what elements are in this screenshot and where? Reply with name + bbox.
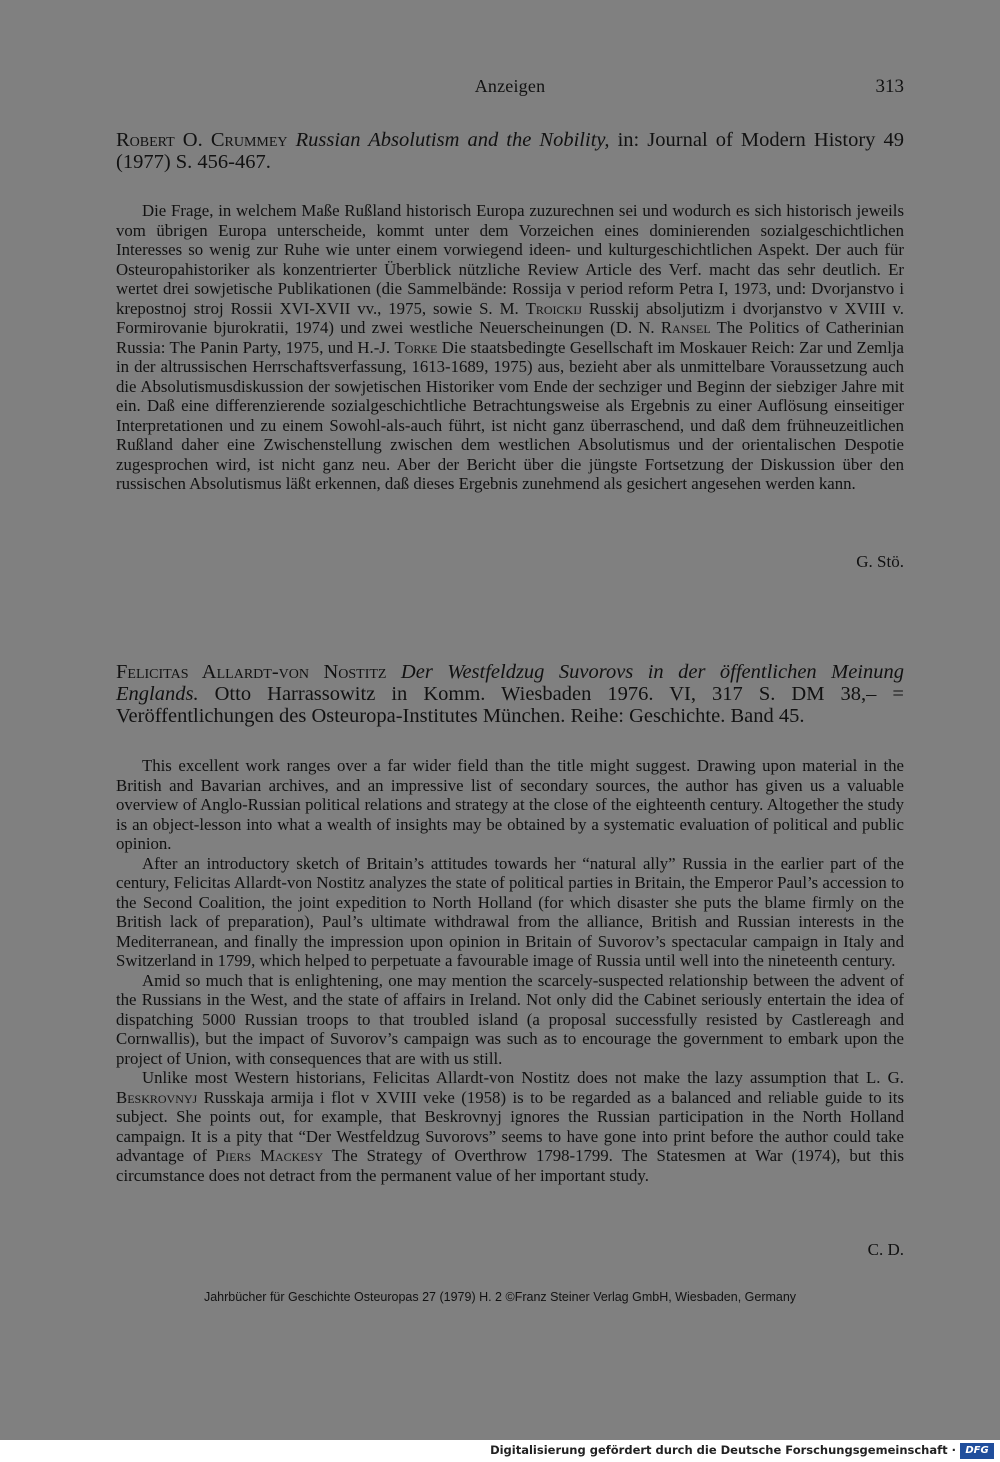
review2-paragraph-3: Amid so much that is enlightening, one may mention the scarcely-suspected relationship between the advent of the Russians in the West, and the state of affairs in Ireland. Not only did the Cabinet seriously entertain the idea of dispatching 5000 Russian troops to that troubled island (a proposal successfully resisted by Castlereagh and Cornwallis), but the impact of Suvorov’s campaign was such as to encourage the government to embark upon the project of Union, with consequences that are with us still. bbox=[116, 970, 904, 1068]
review2-name-beskrovnyj: Beskrovnyj bbox=[116, 1087, 198, 1107]
journal-footer: Jahrbücher für Geschichte Osteuropas 27 (1979) H. 2 ©Franz Steiner Verlag GmbH, Wiesbaden, Germany bbox=[203, 1290, 797, 1304]
dfg-logo: DFG bbox=[960, 1443, 994, 1459]
review2-paragraph-1: This excellent work ranges over a far wider field than the title might suggest. Drawing upon material in the British and Bavarian archives, and an impressive list of secondary sources, the author has given us a valuable overview of Anglo-Russian political relations and strategy at the close of the eighteenth century. Altogether the study is an object-lesson into what a wealth of insights may be obtained by a systematic evaluation of political and public opinion. bbox=[116, 756, 904, 853]
review1-name-torke: Torke bbox=[394, 337, 438, 357]
review1-text-c: The Politics of Catherinian Russia: The Panin Party, 1975, und H.-J. bbox=[116, 318, 904, 357]
review2-paragraph-2: After an introductory sketch of Britain’s attitudes towards her “natural ally” Russia in the earlier part of the century, Felicitas Allardt-von Nostitz analyzes the state of political parties in Britain, the Emperor Paul’s accession to the Second Coalition, the joint expedition to North Holland (for which disaster she puts the blame firmly on the British lack of preparation), Paul’s ultimate withdrawal from the alliance, British and Russian interests in the Mediterranean, and finally the impression upon opinion in Britain of Suvorov’s spectacular campaign in Italy and Switzerland in 1799, which helped to perpetuate a favourable image of Russia until well into the nineteenth century. bbox=[116, 853, 904, 970]
review2-paragraph-4 bbox=[116, 1068, 904, 1185]
review1-paragraph bbox=[116, 201, 904, 494]
review1-text-d: Die staatsbedingte Gesellschaft im Moskauer Reich: Zar und Zemlja in der altrussischen Herrschaftsverfassung, 1613-1689, 1975) aus, bezieht aber als unmittelbare Voraussetzung auch die Absolutismusdiskussion der sowjetischen Historiker vom Ende der sechziger und Beginn der siebziger Jahre mit ein. Daß eine differenzierende sozialgeschichtliche Betrachtungsweise als Ergebnis zu einer Auflösung einseitiger Interpretationen und zu einem Sowohl-als-auch führt, ist nicht ganz überraschend, und daß dem frühneuzeitlichen Rußland daher eine Zwischenstellung zwischen dem westlichen Absolutismus und der orientalischen Despotie zugesprochen wird, ist nicht ganz neu. Aber der Bericht über die jüngste Fortsetzung der Diskussion über den russischen Absolutismus läßt erkennen, daß dieses Ergebnis zunehmend als gesichert angesehen werden kann. bbox=[116, 337, 904, 493]
review1-author: Robert O. Crummey bbox=[116, 129, 288, 151]
review2-reference bbox=[116, 661, 904, 727]
digitization-credit-bar bbox=[0, 1440, 1000, 1462]
review1-name-ransel: Ransel bbox=[660, 318, 711, 337]
review1-title: Russian Absolutism and the Nobility, bbox=[295, 129, 610, 151]
review2-author: Felicitas Allardt-von Nostitz bbox=[116, 661, 387, 683]
running-head: Anzeigen bbox=[474, 76, 546, 96]
review2-text-b: Russkaja armija i flot v XVIII veke (1958) is to be regarded as a balanced and reliable guide to its subject. She points out, for example, that Beskrovnyj ignores the Russian participation in the North Holland campaign. It is a pity that “Der Westfeldzug Suvorovs” seems to have gone into print before the author could take advantage of bbox=[116, 1087, 904, 1165]
review2-body bbox=[116, 756, 904, 1185]
review1-body bbox=[116, 201, 904, 494]
page-header bbox=[116, 76, 904, 100]
review1-source: in: Journal of Modern History 49 (1977) S. 456-467. bbox=[116, 129, 904, 173]
review1-signature: G. Stö. bbox=[856, 552, 904, 571]
credit-text: Digitalisierung gefördert durch die Deutsche Forschungsgemeinschaft · bbox=[490, 1443, 956, 1457]
review2-name-mackesy: Piers Mackesy bbox=[215, 1146, 324, 1165]
page-number: 313 bbox=[875, 76, 904, 97]
review1-text-b: Russkij absoljutizm i dvorjanstvo v XVIII v. Formirovanie bjurokratii, 1974) und zwei westliche Neuerscheinungen (D. N. bbox=[116, 298, 904, 337]
review1-reference bbox=[116, 129, 904, 173]
review2-text-a: Unlike most Western historians, Felicitas Allardt-von Nostitz does not make the lazy assumption that L. G. bbox=[142, 1068, 904, 1087]
review1-text-a: Die Frage, in welchem Maße Rußland historisch Europa zuzurechnen sei und wodurch es sich historisch jeweils vom übrigen Europa unterscheide, kommt unter dem Vorzeichen eines dominierenden sozialgeschichtlichen Interesses so wenig zur Ruhe wie unter einem vorwiegend ideen- und kulturgeschichtlichen Aspekt. Der auch für Osteuropahistoriker als konzentrierter Überblick nützliche Review Article des Verf. macht das sehr deutlich. Er wertet drei sowjetische Publikationen (die Sammelbände: Rossija v period reform Petra I, 1973, und: Dvorjanstvo i krepostnoj stroj Rossii XVI-XVII vv., 1975, sowie S. M. bbox=[116, 201, 904, 318]
review2-title: Der Westfeldzug Suvorovs in der öffentlichen Meinung Englands. bbox=[116, 661, 904, 705]
review1-name-troickij: Troickij bbox=[525, 298, 582, 318]
review2-text-c: The Strategy of Overthrow 1798-1799. The Statesmen at War (1974), but this circumstance does not detract from the permanent value of her important study. bbox=[116, 1146, 904, 1185]
review2-signature: C. D. bbox=[867, 1240, 904, 1259]
review2-source: Otto Harrassowitz in Komm. Wiesbaden 1976. VI, 317 S. DM 38,– = Veröffentlichungen des Osteuropa-Institutes München. Reihe: Geschichte. Band 45. bbox=[116, 683, 904, 727]
